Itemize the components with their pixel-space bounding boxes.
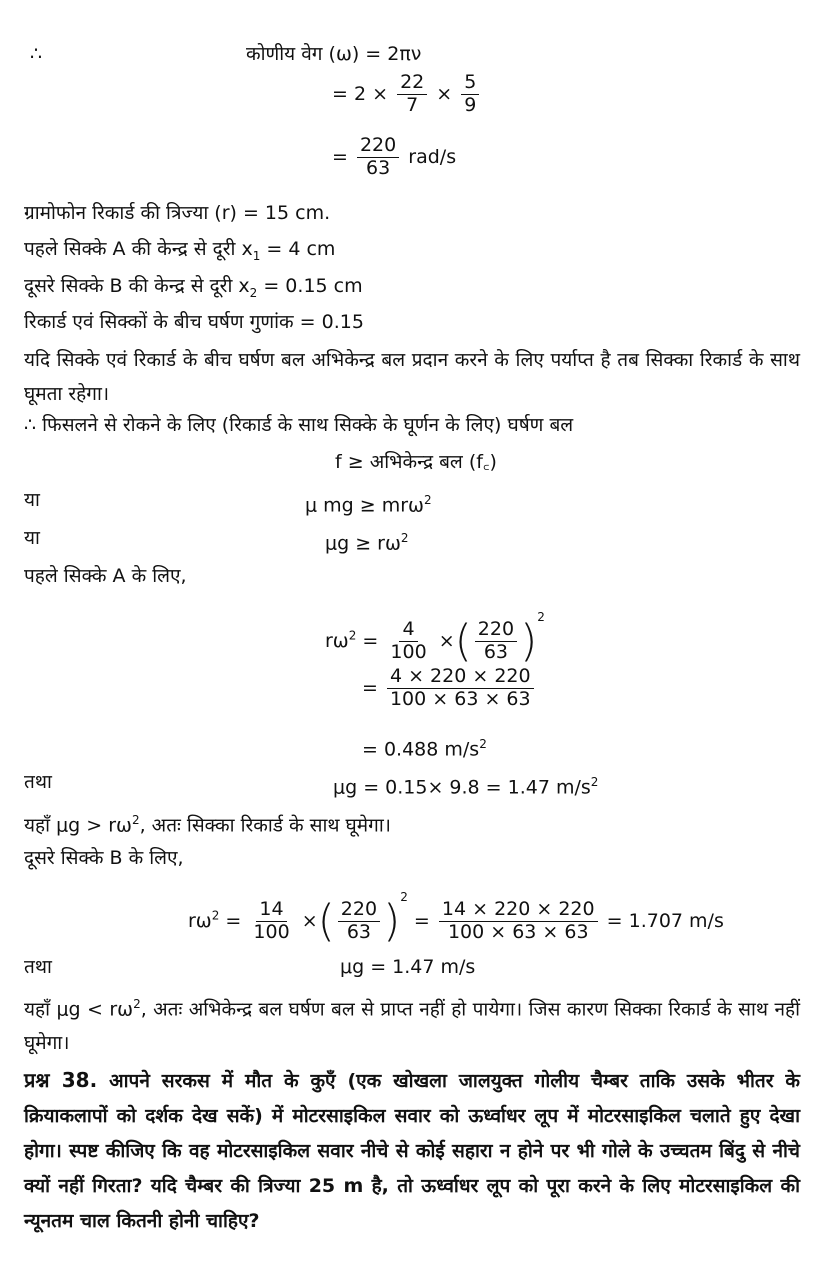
- friction-coefficient: रिकार्ड एवं सिक्कों के बीच घर्षण गुणांक = 0.15: [24, 311, 364, 333]
- coin-a-conclusion: [24, 808, 391, 837]
- rw2-coin-a-expanded: [362, 666, 537, 711]
- coin-a-distance-value: = 4 cm: [260, 238, 336, 260]
- ya-label-1: या: [24, 489, 40, 511]
- fraction-220-63: [475, 619, 517, 664]
- rw2-coin-a: [325, 605, 545, 667]
- therefore-symbol: ∴: [30, 43, 43, 65]
- denominator: 100 × 63 × 63: [447, 921, 589, 943]
- right-paren: ): [520, 615, 538, 667]
- numerator: 4: [399, 619, 417, 642]
- coin-a-label: पहले सिक्के A के लिए,: [24, 565, 187, 587]
- inequality-mu-g: [325, 526, 409, 555]
- coin-b-distance-value: = 0.15 cm: [257, 275, 363, 297]
- superscript: 2: [348, 628, 357, 643]
- numerator: 14: [256, 899, 286, 922]
- equals-two-times: = 2 ×: [332, 82, 389, 105]
- tatha-label-1: तथा: [24, 771, 52, 793]
- denominator: 9: [464, 93, 477, 116]
- lhs: rω: [188, 910, 212, 932]
- coin-b-conclusion: [24, 987, 800, 1060]
- angular-velocity-substitution: [332, 72, 482, 117]
- coin-b-label: दूसरे सिक्के B के लिए,: [24, 847, 184, 869]
- denominator: 100 × 63 × 63: [389, 687, 531, 710]
- superscript: 2: [537, 610, 545, 624]
- denominator: 100: [390, 641, 427, 663]
- record-radius: ग्रामोफोन रिकार्ड की त्रिज्या (r) = 15 cm.: [24, 202, 331, 224]
- denominator: 63: [346, 921, 372, 943]
- denominator: 100: [253, 921, 290, 943]
- rw2-coin-b: [188, 885, 724, 947]
- fraction-5-9: [461, 72, 479, 117]
- numerator: 22: [397, 72, 427, 95]
- subscript: 1: [252, 248, 261, 263]
- superscript: 2: [133, 997, 141, 1011]
- question-label: प्रश्न 38.: [24, 1068, 98, 1092]
- superscript: 2: [400, 531, 409, 545]
- result: = 1.707 m/s: [606, 910, 724, 932]
- tatha-label-2: तथा: [24, 956, 52, 978]
- left-paren: (: [454, 615, 472, 667]
- fraction-expanded: [439, 899, 598, 944]
- conclusion-post: , अतः अभिकेन्द्र बल घर्षण बल से प्राप्त नहीं हो पायेगा। जिस कारण सिक्का रिकार्ड के साथ नहीं घूमेगा।: [24, 998, 800, 1055]
- fraction-14-100: [250, 899, 292, 944]
- superscript: 2: [479, 737, 487, 751]
- friction-condition-paragraph: यदि सिक्के एवं रिकार्ड के बीच घर्षण बल अभिकेन्द्र बल प्रदान करने के लिए पर्याप्त है तब सिक्का रिकार्ड के साथ घूमता रहेगा।: [24, 349, 800, 405]
- coin-b-distance: [24, 274, 363, 305]
- left-paren: (: [317, 895, 335, 947]
- equals-sign: =: [362, 676, 378, 699]
- fraction-220-63: [357, 135, 399, 180]
- equals-sign: =: [362, 630, 379, 652]
- question-38: [24, 1063, 800, 1239]
- result-text: = 0.488 m/s: [362, 738, 480, 761]
- inequality-mu-mg: [305, 488, 432, 517]
- numerator: 220: [475, 619, 517, 642]
- fraction-220-63: [338, 899, 380, 944]
- superscript: 2: [423, 493, 432, 507]
- numerator: 14 × 220 × 220: [439, 899, 598, 922]
- conclusion-pre: यहाँ μg < rω: [24, 998, 134, 1021]
- superscript: 2: [590, 775, 599, 789]
- numerator: 220: [338, 899, 380, 922]
- right-paren: ): [383, 895, 401, 947]
- denominator: 63: [366, 156, 391, 179]
- superscript: 2: [131, 813, 140, 827]
- coin-b-distance-label: दूसरे सिक्के B की केन्द्र से दूरी x: [24, 275, 250, 297]
- subscript: 2: [249, 285, 258, 300]
- fraction-expanded: [387, 666, 534, 711]
- angular-velocity-result: [332, 135, 456, 180]
- denominator: 63: [483, 641, 509, 663]
- inequality-friction-centripetal: f ≥ अभिकेन्द्र बल (f꜀): [335, 451, 497, 473]
- conclusion-pre: यहाँ μg > rω: [24, 814, 132, 837]
- unit: rad/s: [408, 145, 457, 168]
- denominator: 7: [406, 93, 419, 116]
- rw2-coin-a-result: [362, 732, 487, 761]
- coin-a-distance-label: पहले सिक्के A की केन्द्र से दूरी x: [24, 238, 253, 260]
- calc-text: μg = 0.15× 9.8 = 1.47 m/s: [333, 776, 591, 799]
- superscript: 2: [211, 908, 220, 923]
- mu-g-calculation: [333, 770, 598, 799]
- superscript: 2: [400, 890, 408, 904]
- equals-sign: =: [413, 910, 430, 932]
- numerator: 4 × 220 × 220: [387, 666, 534, 689]
- fraction-4-100: [387, 619, 429, 664]
- mu-g-value: μg = 1.47 m/s: [340, 956, 476, 978]
- equals-sign: =: [225, 910, 242, 932]
- coin-a-distance: [24, 237, 335, 268]
- inequality-text: μg ≥ rω: [325, 532, 401, 555]
- conclusion-post: , अतः सिक्का रिकार्ड के साथ घूमेगा।: [139, 814, 391, 837]
- times-sign: ×: [436, 82, 453, 105]
- numerator: 220: [357, 135, 399, 158]
- therefore-slip-line: ∴ फिसलने से रोकने के लिए (रिकार्ड के साथ सिक्के के घूर्णन के लिए) घर्षण बल: [24, 414, 574, 436]
- numerator: 5: [461, 72, 479, 95]
- times-sign: ×: [438, 630, 455, 652]
- ya-label-2: या: [24, 527, 40, 549]
- question-text: आपने सरकस में मौत के कुएँ (एक खोखला जालयुक्त गोलीय चैम्बर ताकि उसके भीतर के क्रियाकलापों को दर्शक देख सकें) में मोटरसाइकिल सवार को ऊर्ध्वाधर लूप में मोटरसाइकिल चलाते हुए देखा होगा। स्पष्ट कीजिए कि वह मोटरसाइकिल सवार नीचे से कोई सहारा न होने पर भी गोले के उच्चतम बिंदु से नीचे क्यों नहीं गिरता? यदि चैम्बर की त्रिज्या 25 m है, तो ऊर्ध्वाधर लूप को पूरा करने के लिए मोटरसाइकिल की न्यूनतम चाल कितनी होनी चाहिए?: [24, 1070, 800, 1232]
- angular-velocity-formula: कोणीय वेग (ω) = 2πν: [246, 43, 422, 65]
- inequality-text: μ mg ≥ mrω: [305, 494, 424, 517]
- fraction-22-7: [397, 72, 427, 117]
- equals-sign: =: [332, 145, 348, 168]
- lhs: rω: [325, 630, 349, 652]
- times-sign: ×: [301, 910, 318, 932]
